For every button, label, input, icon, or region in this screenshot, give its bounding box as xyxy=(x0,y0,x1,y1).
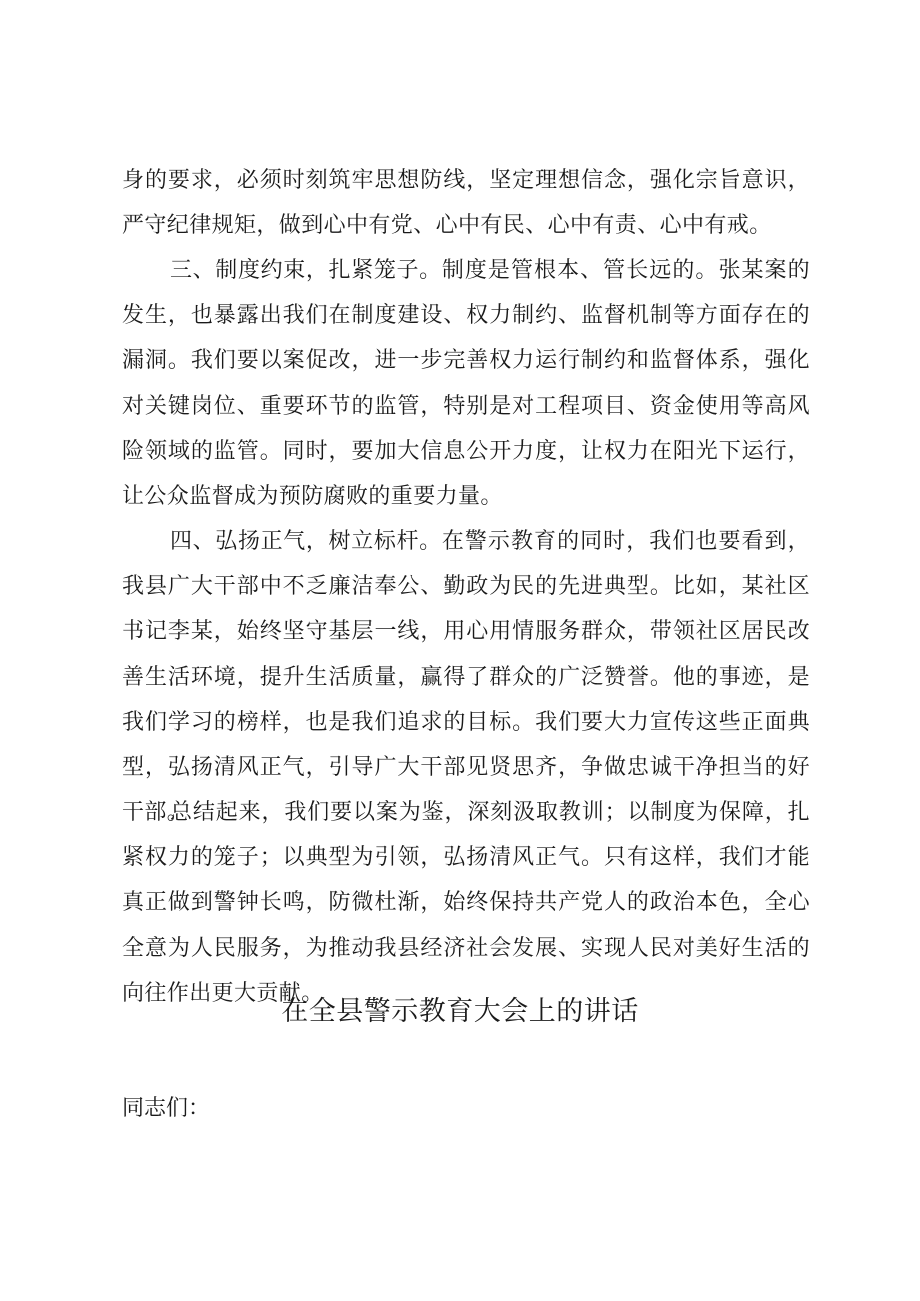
section-3-paragraph xyxy=(122,248,810,519)
section-4-body: 在警示教育的同时，我们也要看到，我县广大干部中不乏廉洁奉公、勤政为民的先进典型。比如，某社区书记李某，始终坚守基层一线，用心用情服务群众，带领社区居民改善生活环境，提升生活质量，赢得了群众的广泛赞誉。他的事迹，是我们学习的榜样，也是我们追求的目标。我们要大力宣传这些正面典型，弘扬清风正气，引导广大干部见贤思齐，争做忠诚干净担当的好干部。 xyxy=(122,529,810,826)
section-3-heading: 三、制度约束，扎紧笼子。 xyxy=(170,258,442,283)
section-3-body: 制度是管根本、管长远的。张某案的发生，也暴露出我们在制度建设、权力制约、监督机制等方面存在的漏洞。我们要以案促改，进一步完善权力运行制约和监督体系，强化对关键岗位、重要环节的监管，特别是对工程项目、资金使用等高风险领域的监管。同时，要加大信息公开力度，让权力在阳光下运行，让公众监督成为预防腐败的重要力量。 xyxy=(122,258,810,510)
section-4-paragraph xyxy=(122,519,810,835)
continuation-paragraph: 身的要求，必须时刻筑牢思想防线，坚定理想信念，强化宗旨意识，严守纪律规矩，做到心中有党、心中有民、心中有责、心中有戒。 xyxy=(122,168,810,239)
speech-title: 在全县警示教育大会上的讲话 xyxy=(281,996,639,1027)
conclusion-paragraph: 总结起来，我们要以案为鉴，深刻汲取教训；以制度为保障，扎紧权力的笼子；以典型为引领，弘扬清风正气。只有这样，我们才能真正做到警钟长鸣，防微杜渐，始终保持共产党人的政治本色，全心全意为人民服务，为推动我县经济社会发展、实现人民对美好生活的向往作出更大贡献。 xyxy=(122,800,810,1006)
section-4-heading: 四、弘扬正气，树立标杆。 xyxy=(170,529,442,554)
salutation: 同志们： xyxy=(122,1096,211,1121)
